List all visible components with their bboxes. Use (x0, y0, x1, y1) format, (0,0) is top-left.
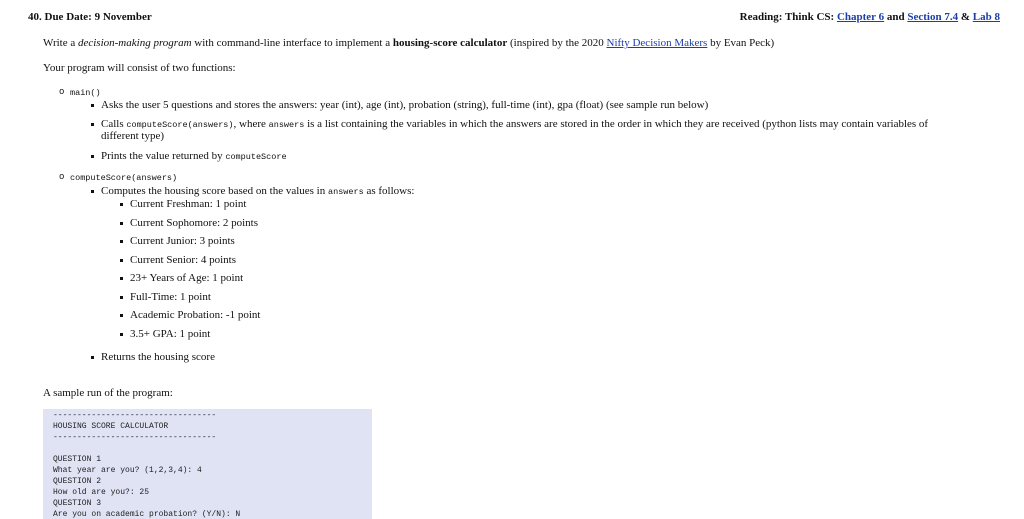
square-bullet (91, 123, 94, 126)
rule-item: 3.5+ GPA: 1 point (130, 328, 211, 340)
square-bullet (120, 277, 123, 280)
main-item-calls: Calls computeScore(answers), where answers is a list containing the variables in which the answers are stored in the order in which they are received (python lists may contain variables of (101, 118, 929, 130)
section-7-4-link[interactable]: Section 7.4 (907, 11, 959, 23)
compute-returns: Returns the housing score (101, 351, 215, 363)
circle-bullet: o (59, 172, 65, 182)
square-bullet (91, 155, 94, 158)
rule-item: Full-Time: 1 point (130, 291, 211, 303)
square-bullet (91, 356, 94, 359)
lab-8-link[interactable]: Lab 8 (972, 11, 1000, 23)
assignment-header (28, 11, 1000, 27)
sample-run-codeblock (43, 409, 372, 519)
code-line: How old are you?: 25 (53, 488, 150, 497)
sample-run-label: A sample run of the program: (43, 387, 173, 399)
rule-item: Current Freshman: 1 point (130, 198, 247, 210)
rule-item: 23+ Years of Age: 1 point (130, 272, 244, 284)
rule-item: Current Sophomore: 2 points (130, 217, 259, 229)
rule-item: Current Senior: 4 points (130, 254, 237, 266)
square-bullet (120, 203, 123, 206)
square-bullet (91, 190, 94, 193)
code-line: QUESTION 1 (53, 455, 102, 464)
rule-item: Academic Probation: -1 point (130, 309, 261, 321)
intro-paragraph: Write a decision-making program with command-line interface to implement a housing-score calculator (inspired by the 2020 Nifty Decision Makers by Evan Peck) (43, 37, 775, 49)
code-line: ---------------------------------- (53, 411, 217, 420)
compute-fn-name: computeScore(answers) (70, 173, 178, 183)
square-bullet (91, 104, 94, 107)
main-item-prints: Prints the value returned by computeScore (101, 150, 287, 162)
nifty-decision-makers-link[interactable]: Nifty Decision Makers (606, 37, 708, 49)
code-line: QUESTION 2 (53, 477, 102, 486)
square-bullet (120, 259, 123, 262)
circle-bullet: o (59, 87, 65, 97)
code-line: What year are you? (1,2,3,4): 4 (53, 466, 202, 475)
code-line: ---------------------------------- (53, 433, 217, 442)
code-line: QUESTION 3 (53, 499, 102, 508)
reading-line: Reading: Think CS: Chapter 6 and Section 7.4 & Lab 8 (739, 11, 1000, 23)
main-fn-name: main() (70, 88, 101, 98)
square-bullet (120, 296, 123, 299)
chapter-6-link[interactable]: Chapter 6 (836, 11, 885, 23)
main-item-asks: Asks the user 5 questions and stores the answers: year (int), age (int), probation (string), full-time (int), gpa (float) (see sample run below) (101, 99, 709, 111)
main-item-calls-cont: different type) (101, 130, 165, 142)
rule-item: Current Junior: 3 points (130, 235, 235, 247)
square-bullet (120, 333, 123, 336)
square-bullet (120, 222, 123, 225)
square-bullet (120, 240, 123, 243)
square-bullet (120, 314, 123, 317)
consist-text: Your program will consist of two functions: (43, 62, 236, 74)
code-line: Are you on academic probation? (Y/N): N (53, 510, 241, 519)
due-date-title: 40. Due Date: 9 November (28, 11, 152, 23)
compute-intro: Computes the housing score based on the values in answers as follows: (101, 185, 415, 197)
program-phrase: decision-making program (77, 37, 192, 49)
calculator-phrase: housing-score calculator (392, 37, 508, 49)
code-line: HOUSING SCORE CALCULATOR (53, 422, 169, 431)
